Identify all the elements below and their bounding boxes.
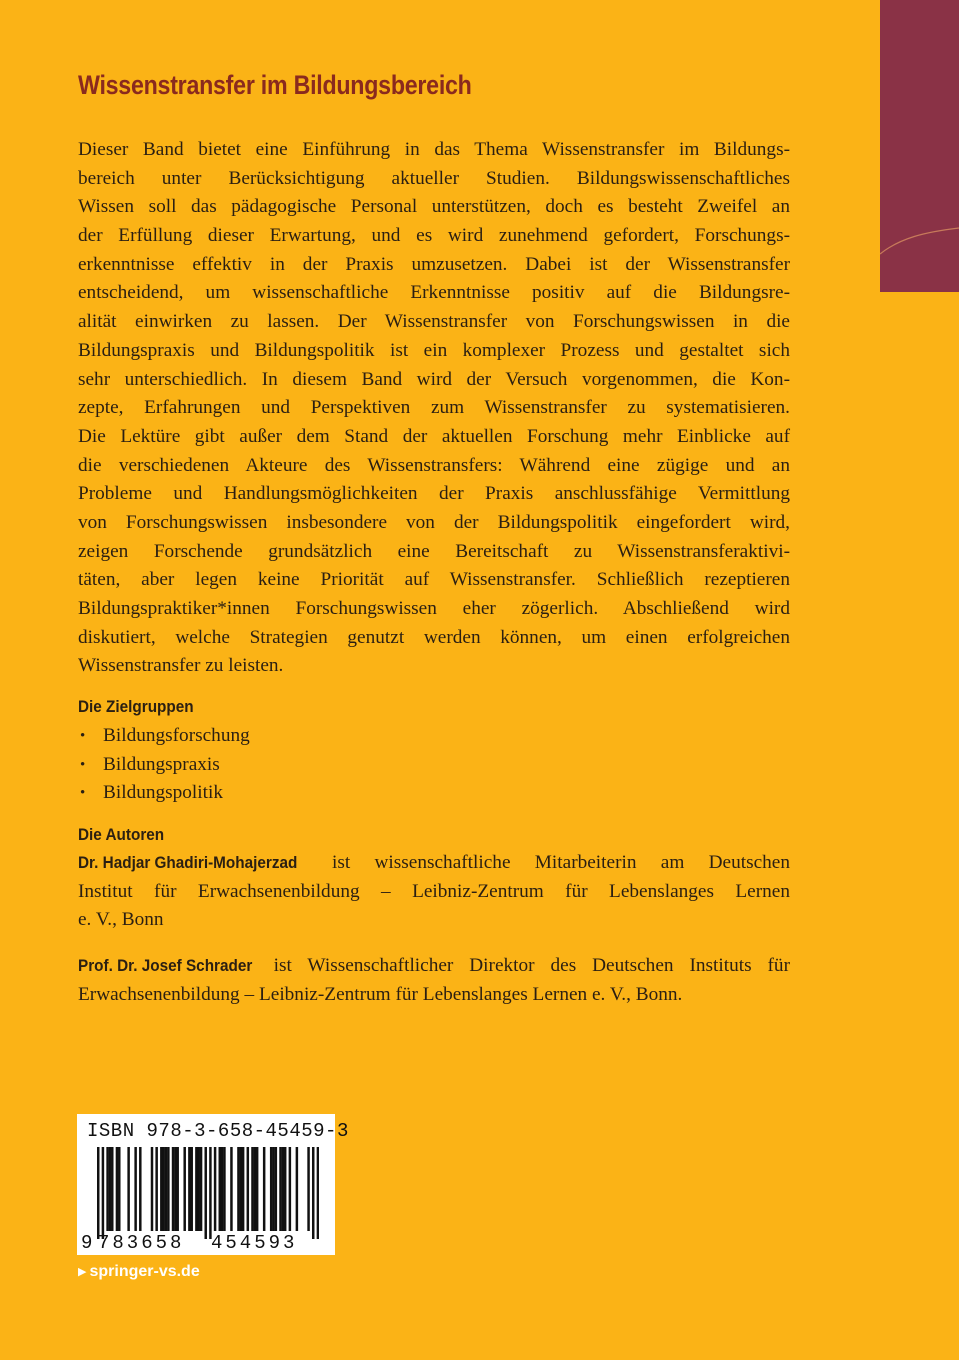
barcode-bar [109, 1147, 111, 1231]
arrow-right-icon: ▶ [78, 1266, 87, 1278]
publisher-website[interactable] [78, 1263, 200, 1281]
barcode-bar [102, 1147, 104, 1239]
barcode-bar [270, 1147, 272, 1231]
author-bio-1 [78, 849, 790, 935]
author-bio-line [78, 952, 790, 981]
barcode-bar [118, 1147, 120, 1231]
barcode-bar [151, 1147, 153, 1231]
barcode-bar [106, 1147, 108, 1231]
blurb-line: zepte, Erfahrungen und Perspektiven zum Wissenstransfer zu systematisieren. [78, 397, 790, 419]
barcode-bar [116, 1147, 118, 1231]
author-name: Dr. Hadjar Ghadiri-Mohajerzad [78, 853, 298, 872]
barcode-bar [242, 1147, 244, 1231]
barcode-bar [190, 1147, 192, 1231]
barcode-bar [127, 1147, 129, 1231]
barcode-bar [279, 1147, 281, 1231]
barcode-bar [174, 1147, 176, 1231]
blurb-line: Bildungspraktiker*innen Forschungswissen eher zögerlich. Abschließend wird [78, 598, 790, 619]
barcode-bar [204, 1147, 206, 1239]
barcode-bar [160, 1147, 162, 1231]
author-name: Prof. Dr. Josef Schrader [78, 956, 253, 975]
bullet-icon: • [80, 756, 86, 773]
isbn-barcode [77, 1114, 349, 1255]
barcode-bar [214, 1147, 216, 1231]
blurb-line: bereich unter Berücksichtigung aktueller Studien. Bildungswissenschaftliches [78, 167, 790, 189]
blurb-line: Die Lektüre gibt außer dem Stand der aktuellen Forschung mehr Einblicke auf [78, 425, 790, 447]
barcode-bar [165, 1147, 167, 1231]
barcode-bar [183, 1147, 185, 1231]
author-bio-line: Institut für Erwachsenenbildung – Leibniz-Zentrum für Lebenslanges Lernen [78, 880, 790, 902]
barcode-bar [275, 1147, 277, 1231]
barcode-bar [134, 1147, 136, 1231]
barcode-bar [312, 1147, 314, 1239]
barcode-bar [296, 1147, 298, 1231]
barcode-bar [219, 1147, 221, 1231]
barcode-bar [172, 1147, 174, 1231]
zielgruppen-list [78, 722, 250, 808]
barcode-bar [155, 1147, 157, 1231]
author-bio-line: e. V., Bonn [78, 909, 164, 931]
barcode-bar [209, 1147, 211, 1239]
barcode-bar [97, 1147, 99, 1239]
barcode-bar [195, 1147, 197, 1231]
blurb-line: Bildungspraxis und Bildungspolitik ist ein komplexer Prozess und gestaltet sich [78, 339, 790, 361]
author-bio-line: Erwachsenenbildung – Leibniz-Zentrum für Lebenslanges Lernen e. V., Bonn. [78, 983, 683, 1005]
barcode-bar [167, 1147, 169, 1231]
blurb-line: Wissen soll das pädagogische Personal unterstützen, doch es besteht Zweifel an [78, 196, 790, 218]
barcode-bar [289, 1147, 291, 1231]
list-item-label: Bildungsforschung [103, 725, 250, 746]
barcode-bar [307, 1147, 309, 1231]
color-tab [880, 0, 959, 292]
barcode-bar [282, 1147, 284, 1231]
author-bio-text: ist Wissenschaftlicher Direktor des Deutschen Instituts für [257, 955, 790, 976]
bullet-icon: • [80, 785, 86, 802]
barcode-bar [272, 1147, 274, 1231]
barcode-bar [256, 1147, 258, 1231]
list-item [78, 779, 250, 808]
blurb-line: diskutiert, welche Strategien genutzt werden können, um einen erfolgreichen [78, 626, 790, 648]
barcode-bar [251, 1147, 253, 1231]
autoren-heading: Die Autoren [78, 825, 165, 844]
barcode-bar [223, 1147, 225, 1231]
blurb-line: erkenntnisse effektiv in der Praxis umzusetzen. Dabei ist der Wissenstransfer [78, 253, 790, 275]
barcode-bar [317, 1147, 319, 1239]
author-bio-line [78, 849, 790, 878]
tab-curve-decoration [880, 0, 959, 292]
blurb-line: Dieser Band bietet eine Einführung in das Thema Wissenstransfer im Bildungs- [78, 139, 790, 160]
barcode-bar [200, 1147, 202, 1231]
isbn-label: ISBN 978-3-658-45459-3 [87, 1120, 349, 1142]
barcode-bar [162, 1147, 164, 1231]
list-item-label: Bildungspraxis [103, 753, 220, 775]
barcode-bar [197, 1147, 199, 1231]
list-item-label: Bildungspolitik [103, 782, 223, 804]
ean-group-left: 783658 [98, 1232, 185, 1254]
bullet-icon: • [80, 728, 86, 744]
author-bio-2 [78, 952, 790, 1009]
blurb-line: zeigen Forschende grundsätzlich eine Bereitschaft zu Wissenstransferaktivi- [78, 540, 790, 562]
barcode-bars [97, 1147, 319, 1239]
barcode-bar [247, 1147, 249, 1231]
barcode-bar [284, 1147, 286, 1231]
ean-group-right: 454593 [211, 1232, 298, 1254]
barcode-bar [176, 1147, 178, 1231]
book-title: Wissenstransfer im Bildungsbereich [78, 70, 472, 100]
barcode-bar [240, 1147, 242, 1231]
blurb-line: von Forschungswissen insbesondere von der Bildungspolitik eingefordert wird, [78, 511, 790, 533]
barcode-bar [188, 1147, 190, 1231]
list-item [78, 751, 250, 780]
blurb-line: entscheidend, um wissenschaftliche Erkenntnisse positiv auf die Bildungsre- [78, 282, 790, 304]
barcode-bar [221, 1147, 223, 1231]
blurb-line: die verschiedenen Akteure des Wissenstransfers: Während eine zügige und an [78, 454, 790, 476]
zielgruppen-heading: Die Zielgruppen [78, 697, 194, 716]
barcode-bar [237, 1147, 239, 1231]
list-item [78, 722, 250, 751]
blurb-line: der Erfüllung dieser Erwartung, und es wird zunehmend gefordert, Forschungs- [78, 225, 790, 247]
barcode-bar [111, 1147, 113, 1231]
blurb-line: sehr unterschiedlich. In diesem Band wird der Versuch vorgenommen, die Kon- [78, 368, 790, 390]
barcode-bar [139, 1147, 141, 1231]
website-label: springer-vs.de [89, 1263, 200, 1280]
ean-first-digit: 9 [81, 1232, 93, 1254]
blurb-text [78, 136, 790, 681]
author-bio-text: ist wissenschaftliche Mitarbeiterin am Deutschen [307, 852, 790, 873]
blurb-line: Probleme und Handlungsmöglichkeiten der Praxis anschlussfähige Vermittlung [78, 483, 790, 505]
blurb-line: alität einwirken zu lassen. Der Wissenstransfer von Forschungswissen in die [78, 311, 790, 333]
barcode-bar [263, 1147, 265, 1231]
barcode-bar [230, 1147, 232, 1231]
barcode-bar [254, 1147, 256, 1231]
blurb-line: täten, aber legen keine Priorität auf Wissenstransfer. Schließlich rezeptieren [78, 569, 790, 591]
blurb-line: Wissenstransfer zu leisten. [78, 655, 284, 677]
